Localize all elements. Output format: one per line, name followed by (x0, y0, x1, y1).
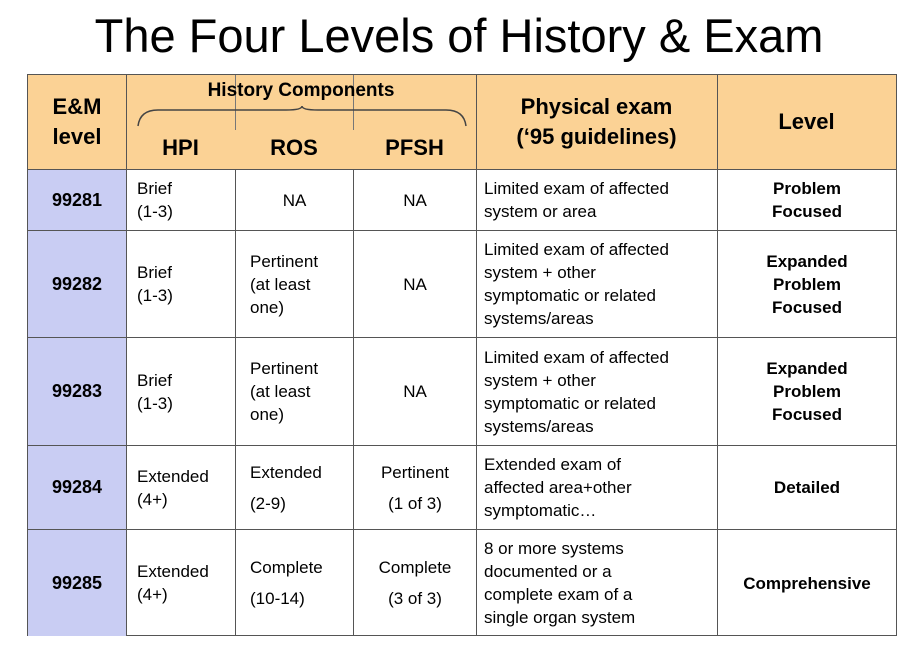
cell-pfsh (354, 530, 476, 636)
exam-line: Limited exam of affected (484, 240, 669, 259)
ros-line: (2-9) (250, 493, 286, 513)
hpi-header: HPI (162, 135, 199, 160)
cell-ros (236, 338, 353, 445)
exam-line: systems/areas (484, 309, 594, 328)
cell-level (718, 446, 896, 529)
cell-hpi (127, 231, 235, 337)
pfsh-line: (1 of 3) (388, 493, 442, 513)
pfsh-header: PFSH (385, 135, 444, 160)
hpi-text (137, 560, 209, 606)
level-text (766, 357, 847, 426)
history-components-header: History Components (207, 80, 395, 101)
exam-line: systems/areas (484, 416, 594, 436)
cell-code: 99282 (51, 273, 103, 294)
ros-line: one) (250, 405, 285, 424)
level-text (774, 476, 840, 499)
level-line: Expanded (766, 359, 848, 378)
exam-line: symptomatic or related (484, 393, 656, 413)
pfsh-line: NA (403, 190, 427, 210)
ros-line: (10-14) (250, 589, 305, 608)
cell-hpi (127, 446, 235, 529)
pfsh-line: Complete (378, 558, 452, 577)
level-line: Focused (772, 202, 842, 221)
pfsh-line: NA (403, 382, 427, 401)
hpi-text (137, 465, 209, 511)
pfsh-line: Pertinent (380, 462, 450, 482)
hpi-line: Extended (137, 466, 209, 486)
cell-code: 99283 (51, 381, 103, 401)
level-line: Comprehensive (743, 573, 871, 593)
level-line: Problem (772, 274, 842, 294)
hpi-text (137, 261, 173, 307)
hpi-line: (4+) (137, 489, 168, 509)
ros-line: (at least (250, 274, 311, 294)
hpi-line: (4+) (137, 585, 168, 604)
hpi-text (137, 177, 173, 223)
level-text (743, 572, 871, 595)
cell-exam (477, 338, 717, 445)
exam-text (484, 177, 669, 223)
cell-hpi (127, 170, 235, 230)
pfsh-text (403, 380, 427, 403)
exam-line: 8 or more systems (484, 539, 624, 558)
exam-line: system + other (484, 370, 596, 390)
exam-text (484, 453, 632, 522)
level-line: Detailed (773, 478, 841, 497)
ros-text (250, 461, 322, 515)
cell-level (718, 338, 896, 445)
ros-line: Complete (250, 558, 323, 577)
pfsh-text (379, 556, 452, 610)
ros-line: Pertinent (250, 359, 319, 378)
cell-level (718, 170, 896, 230)
level-line: Expanded (766, 251, 848, 271)
hpi-line: Extended (137, 562, 209, 581)
cell-hpi (127, 338, 235, 445)
level-line: Focused (772, 405, 842, 424)
level-line: Problem (772, 179, 842, 198)
exam-text (484, 537, 635, 629)
ros-text (250, 250, 318, 319)
cell-ros (236, 446, 353, 529)
exam-line: symptomatic or related (484, 286, 656, 305)
cell-exam (477, 231, 717, 337)
exam-line: Limited exam of affected (484, 179, 669, 198)
pfsh-line: (3 of 3) (388, 589, 442, 608)
ros-text (250, 556, 323, 610)
physical-exam-header: Physical exam (‘95 guidelines) (516, 94, 677, 149)
cell-exam (477, 446, 717, 529)
ros-line: NA (282, 190, 307, 210)
hpi-line: (1-3) (137, 286, 173, 305)
hpi-line: Brief (137, 263, 172, 282)
exam-line: symptomatic… (484, 501, 597, 520)
exam-text (484, 346, 669, 438)
ros-text (283, 189, 307, 212)
cell-pfsh (354, 338, 476, 445)
cell-code: 99285 (51, 572, 103, 593)
pfsh-line: NA (403, 274, 427, 294)
level-header: Level (778, 109, 835, 134)
ros-line: one) (250, 297, 285, 317)
hpi-line: (1-3) (137, 202, 173, 221)
exam-line: Limited exam of affected (484, 347, 669, 367)
levels-table (27, 74, 897, 636)
ros-line: Extended (250, 462, 322, 482)
exam-line: system + other (484, 263, 596, 282)
hpi-line: Brief (137, 370, 172, 390)
cell-pfsh (354, 170, 476, 230)
exam-text (484, 238, 669, 330)
cell-level (718, 530, 896, 636)
ros-line: Pertinent (250, 251, 319, 271)
cell-ros (236, 170, 353, 230)
brace-icon (136, 106, 468, 128)
cell-pfsh (354, 446, 476, 529)
ros-header: ROS (270, 135, 318, 160)
cell-exam (477, 530, 717, 636)
ros-text (250, 357, 318, 426)
level-line: Problem (772, 382, 842, 401)
cell-ros (236, 231, 353, 337)
cell-exam (477, 170, 717, 230)
cell-pfsh (354, 231, 476, 337)
page-title: The Four Levels of History & Exam (94, 9, 824, 62)
level-text (772, 177, 842, 223)
em-level-header: E&M level (52, 94, 102, 149)
level-text (766, 250, 847, 319)
pfsh-text (381, 461, 449, 515)
level-line: Focused (772, 297, 842, 317)
exam-line: documented or a (484, 562, 612, 581)
ros-line: (at least (250, 382, 311, 401)
cell-code: 99281 (51, 189, 103, 210)
exam-line: system or area (484, 202, 597, 221)
hpi-text (137, 369, 173, 415)
exam-line: single organ system (484, 608, 636, 627)
cell-ros (236, 530, 353, 636)
pfsh-text (403, 189, 427, 212)
exam-line: Extended exam of (484, 455, 622, 474)
exam-line: complete exam of a (484, 585, 633, 604)
hpi-line: (1-3) (137, 393, 173, 413)
cell-hpi (127, 530, 235, 636)
pfsh-text (403, 273, 427, 296)
cell-level (718, 231, 896, 337)
hpi-line: Brief (137, 179, 172, 198)
exam-line: affected area+other (484, 478, 632, 497)
cell-code: 99284 (51, 477, 103, 497)
